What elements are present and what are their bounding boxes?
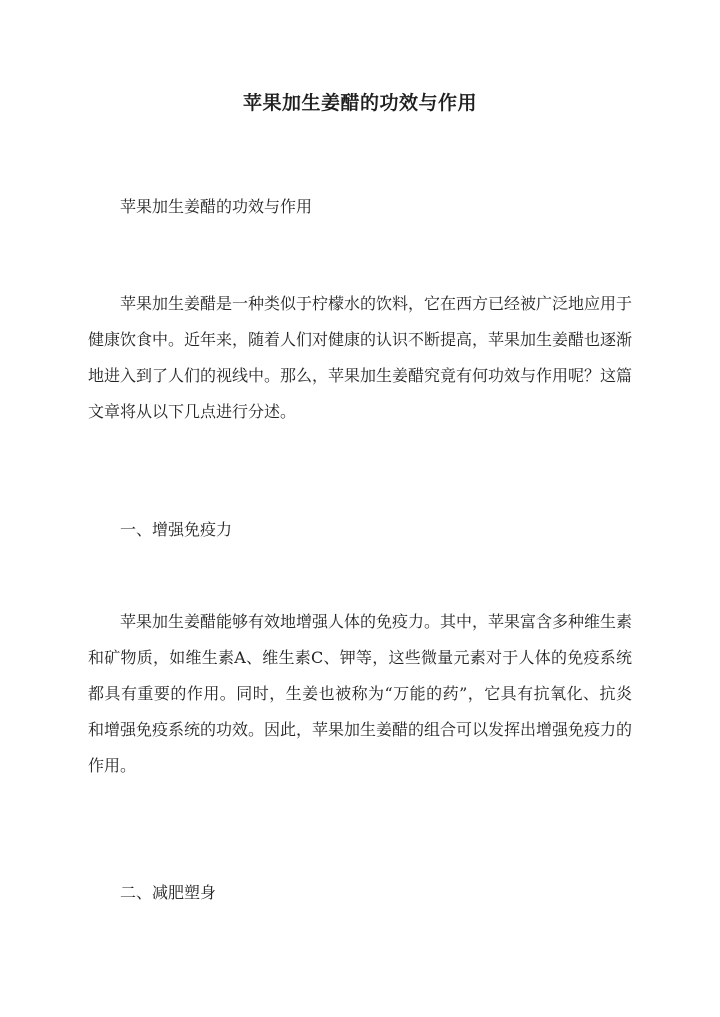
document-subtitle: 苹果加生姜醋的功效与作用: [120, 197, 313, 216]
intro-paragraph: 苹果加生姜醋是一种类似于柠檬水的饮料，它在西方已经被广泛地应用于健康饮食中。近年来，随着人们对健康的认识不断提高，苹果加生姜醋也逐渐地进入到了人们的视线中。那么，苹果加生姜醋究竟有何功效与作用呢？这篇文章将从以下几点进行分述。: [88, 294, 633, 421]
section-heading-immunity: 一、增强免疫力: [120, 520, 233, 539]
section-body-immunity: 苹果加生姜醋能够有效地增强人体的免疫力。其中，苹果富含多种维生素和矿物质，如维生素A、维生素C、钾等，这些微量元素对于人体的免疫系统都具有重要的作用。同时，生姜也被称为“万能的药”，它具有抗氧化、抗炎和增强免疫系统的功效。因此，苹果加生姜醋的组合可以发挥出增强免疫力的作用。: [88, 612, 633, 775]
document-title: 苹果加生姜醋的功效与作用: [242, 92, 477, 114]
section-heading-weight-loss: 二、减肥塑身: [120, 883, 217, 902]
